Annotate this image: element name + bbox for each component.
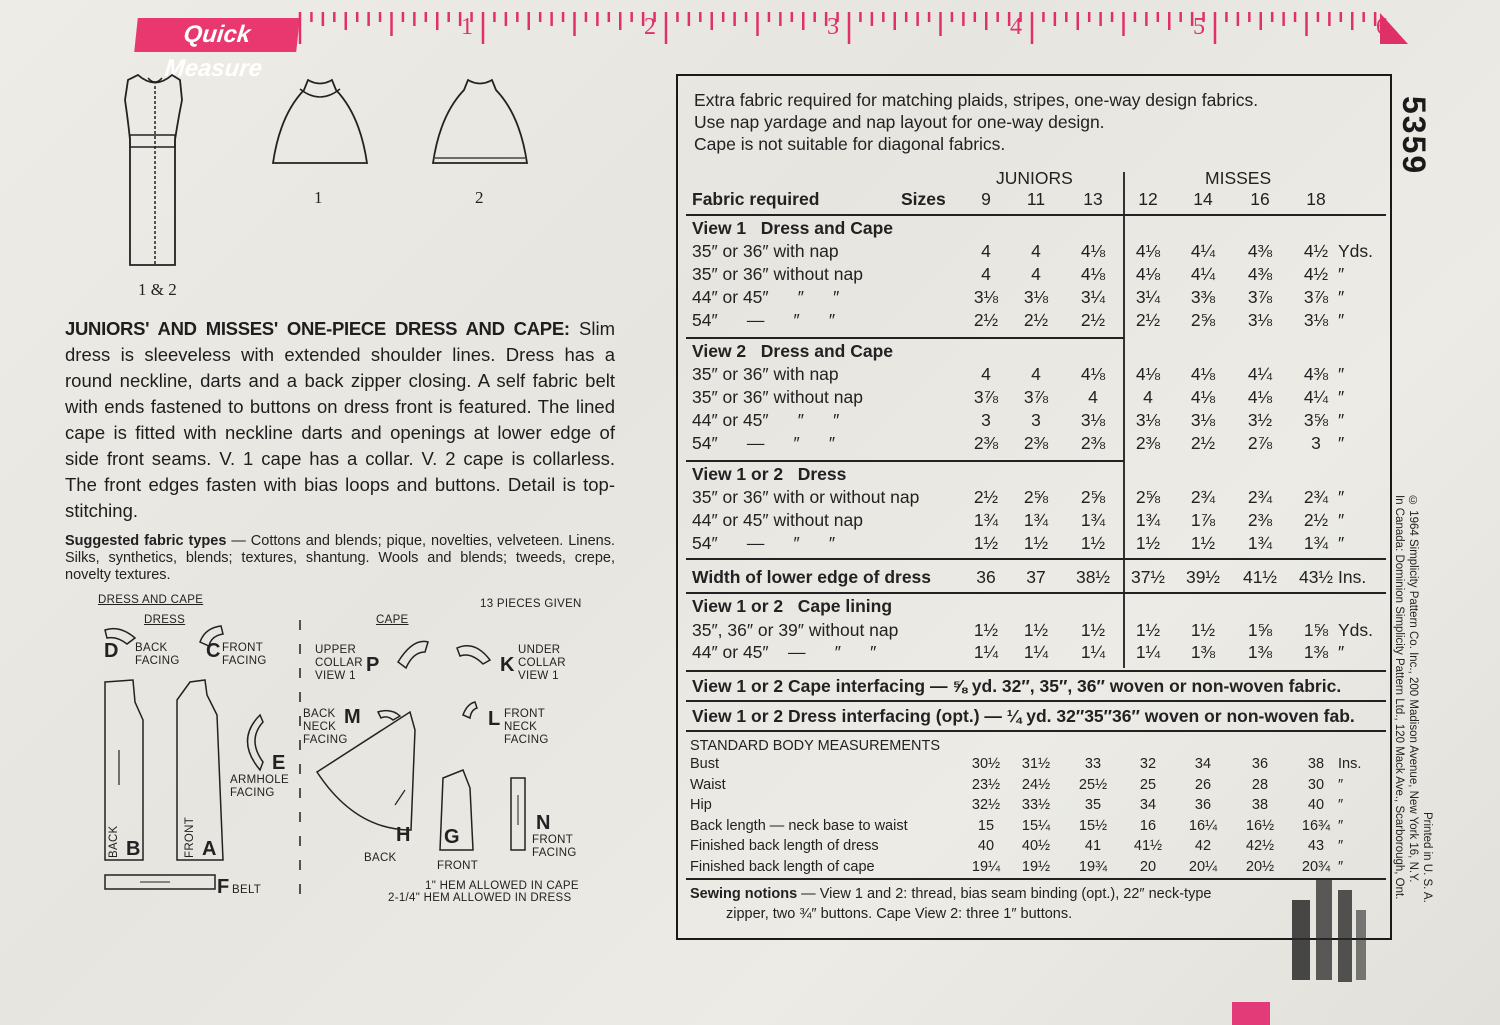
row-label: 44″ or 45″ without nap [692, 510, 863, 530]
table-cell: 4⅛ [1135, 264, 1161, 284]
table-cell: 2¾ [1303, 487, 1329, 507]
table-cell: 4¼ [1190, 241, 1216, 261]
unit-cell: ″ [1338, 817, 1344, 834]
table-cell: 31½ [1021, 756, 1051, 772]
piece-d-letter: D [104, 640, 119, 662]
unit-cell: ″ [1338, 287, 1345, 307]
cape-interfacing-text: View 1 or 2 Cape interfacing — ⅝ yd. 32″, 35″, 36″ woven or non-woven fabric. [692, 676, 1342, 696]
size-header-cell: 11 [1026, 189, 1046, 209]
table-cell: 1¾ [1135, 510, 1161, 530]
table-cell: 2⅜ [1023, 433, 1049, 453]
lining-row-label: 44″ or 45″ — ″ ″ [692, 642, 877, 662]
sizes-header: Sizes [901, 189, 946, 209]
table-cell: 43 [1307, 838, 1325, 854]
header-rule [686, 214, 1386, 216]
row-label: 44″ or 45″ ″ ″ [692, 410, 840, 430]
cape-interfacing [692, 676, 1341, 697]
table-cell: 4⅛ [1247, 387, 1273, 407]
table-cell: 40 [1307, 797, 1325, 813]
table-cell: 1½ [1135, 533, 1161, 553]
hem-note-dress: 2-1/4" HEM ALLOWED IN DRESS [388, 892, 572, 904]
table-cell: 36 [1251, 756, 1269, 772]
table-cell: 1¾ [1080, 510, 1106, 530]
table-cell: 38½ [1075, 567, 1111, 587]
unit-cell: ″ [1338, 310, 1345, 330]
table-cell: 3 [981, 410, 991, 430]
table-cell: 20 [1139, 858, 1157, 875]
unit-cell: ″ [1338, 487, 1345, 507]
cape-heading: CAPE [376, 614, 409, 626]
piece-m-letter: M [344, 706, 361, 728]
table-cell: 15 [977, 817, 995, 834]
unit-cell: Ins. [1338, 567, 1367, 587]
dress-sketch-label: 1 & 2 [138, 280, 177, 299]
measurement-label: Back length — neck base to waist [690, 817, 908, 834]
description-heading: JUNIORS' AND MISSES' ONE-PIECE DRESS AND CAPE: [65, 318, 570, 339]
table-cell: 4⅜ [1247, 241, 1273, 261]
table-cell: 36 [1194, 797, 1212, 813]
table-cell: 1⅞ [1190, 510, 1216, 530]
table-cell: 25 [1139, 776, 1157, 793]
table-cell: 32½ [971, 797, 1001, 813]
dress-sketch [120, 70, 190, 270]
size-header-cell: 9 [981, 189, 991, 209]
table-cell: 26 [1194, 776, 1212, 793]
table-cell: 3⅛ [973, 287, 999, 307]
table-cell: 4¼ [1247, 364, 1273, 384]
row-label: 54″ — ″ ″ [692, 533, 836, 553]
piece-n-name: FRONT FACING [532, 834, 577, 859]
table-cell: 4 [1031, 364, 1041, 384]
table-cell: 20½ [1245, 858, 1275, 875]
table-cell: 19½ [1021, 858, 1051, 875]
table-cell: 2¾ [1190, 487, 1216, 507]
measurement-label: Waist [690, 776, 726, 793]
pieces-given: 13 PIECES GIVEN [480, 598, 582, 610]
table-cell: 2⅝ [1135, 487, 1161, 507]
measurement-label: Finished back length of cape [690, 858, 875, 875]
unit-cell: ″ [1338, 642, 1345, 662]
ruler-number: 6 [1376, 14, 1388, 40]
cape-view-1-sketch [270, 75, 370, 170]
piece-p-name: UPPER COLLAR VIEW 1 [315, 644, 363, 682]
table-cell: 32 [1139, 756, 1157, 772]
piece-e-name: ARMHOLE FACING [230, 774, 289, 799]
sewing-notions-text-1: — View 1 and 2: thread, bias seam binding (opt.), 22″ neck-type [801, 886, 1212, 902]
table-cell: 1⅝ [1247, 620, 1273, 640]
ruler-number: 3 [827, 14, 839, 40]
row-label: 35″ or 36″ with nap [692, 241, 839, 261]
table-cell: 4¼ [1303, 387, 1329, 407]
table-cell: 19¾ [1078, 858, 1108, 875]
table-cell: 3⅛ [1023, 287, 1049, 307]
table-cell: 1¼ [1023, 642, 1049, 662]
unit-cell: ″ [1338, 533, 1345, 553]
table-cell: 37½ [1130, 567, 1166, 587]
table-cell: 4 [1143, 387, 1153, 407]
table-cell: 4 [981, 241, 991, 261]
yardage-table [676, 74, 1392, 940]
unit-cell: ″ [1338, 776, 1344, 793]
dress-interfacing [692, 706, 1355, 727]
section-title: View 1 or 2 Dress [692, 464, 847, 484]
fabric-types-heading: Suggested fabric types [65, 533, 227, 549]
table-cell: 1½ [973, 620, 999, 640]
width-rule-top [686, 558, 1386, 560]
table-cell: 1¼ [1135, 642, 1161, 662]
table-cell: 2¾ [1247, 487, 1273, 507]
table-cell: 1⅜ [1303, 642, 1329, 662]
unit-cell: ″ [1338, 410, 1345, 430]
dress-and-cape-heading: DRESS AND CAPE [98, 594, 204, 606]
piece-a-name: FRONT [184, 816, 196, 858]
copyright-line-1: © 1964 Simplicity Pattern Co. Inc., 200 Madison Avenue, New York 16, N.Y. [1407, 495, 1419, 883]
table-cell: 42½ [1245, 838, 1275, 854]
table-cell: 34 [1194, 756, 1212, 772]
table-cell: 41½ [1133, 838, 1163, 854]
table-cell: 38 [1307, 756, 1325, 772]
table-cell: 3½ [1247, 410, 1273, 430]
dress-interfacing-text: View 1 or 2 Dress interfacing (opt.) — ¼ yd. 32″35″36″ woven or non-woven fab. [692, 706, 1355, 726]
piece-f-name: BELT [232, 884, 262, 896]
table-cell: 1¾ [1247, 533, 1273, 553]
table-cell: 3⅝ [1303, 410, 1329, 430]
printed-in [1420, 812, 1434, 952]
table-cell: 1⅜ [1190, 642, 1216, 662]
table-cell: 33 [1084, 756, 1102, 772]
table-cell: 2½ [1190, 433, 1216, 453]
ruler-ticks [290, 8, 1410, 48]
ruler-number: 5 [1193, 14, 1205, 40]
ruler-number: 2 [644, 14, 656, 40]
piece-h-letter: H [396, 824, 411, 846]
table-cell: 2½ [973, 487, 999, 507]
table-cell: 20¼ [1188, 858, 1218, 875]
ruler-number: 1 [461, 14, 473, 40]
table-cell: 1½ [1190, 620, 1216, 640]
table-cell: 38 [1251, 797, 1269, 813]
table-cell: 4¼ [1190, 264, 1216, 284]
cape-interfacing-rule [686, 700, 1386, 702]
juniors-header: JUNIORS [996, 168, 1073, 188]
table-cell: 4⅜ [1303, 364, 1329, 384]
row-label: 35″ or 36″ with nap [692, 364, 839, 384]
row-label: 35″ or 36″ without nap [692, 387, 863, 407]
table-cell: 42 [1194, 838, 1212, 854]
dress-heading: DRESS [144, 614, 186, 626]
table-cell: 3⅞ [1303, 287, 1329, 307]
pattern-number: 5359 [1396, 96, 1432, 176]
table-cell: 2⅝ [1080, 487, 1106, 507]
table-cell: 41½ [1242, 567, 1278, 587]
table-cell: 3 [1031, 410, 1041, 430]
table-cell: 2½ [1023, 310, 1049, 330]
row-label: 35″ or 36″ without nap [692, 264, 863, 284]
price-stamp [1282, 860, 1374, 992]
table-cell: 1⅝ [1303, 620, 1329, 640]
note-line-2: Use nap yardage and nap layout for one-way design. [694, 112, 1105, 132]
measurements-rule [686, 878, 1386, 880]
cape-1-label: 1 [314, 188, 323, 207]
table-cell: 20¾ [1301, 858, 1331, 875]
table-cell: 4 [981, 264, 991, 284]
table-cell: 3⅞ [1247, 287, 1273, 307]
dress-interfacing-rule [686, 730, 1386, 732]
table-cell: 3⅛ [1080, 410, 1106, 430]
table-cell: 30½ [971, 756, 1001, 772]
table-cell: 4 [1031, 241, 1041, 261]
table-cell: 1¾ [973, 510, 999, 530]
table-cell: 4⅛ [1190, 387, 1216, 407]
table-cell: 2⅜ [1080, 433, 1106, 453]
table-cell: 4 [981, 364, 991, 384]
unit-cell: ″ [1338, 858, 1344, 875]
table-cell: 3¼ [1135, 287, 1161, 307]
piece-b-name: BACK [108, 825, 120, 858]
table-cell: 2⅞ [1247, 433, 1273, 453]
table-cell: 3⅛ [1247, 310, 1273, 330]
piece-h-name: BACK [364, 852, 397, 864]
piece-g-letter: G [444, 826, 460, 848]
piece-m-name: BACK NECK FACING [303, 708, 348, 746]
table-cell: 1½ [1023, 533, 1049, 553]
table-cell: 4⅛ [1080, 364, 1106, 384]
lining-rule [686, 670, 1386, 672]
table-cell: 3⅛ [1135, 410, 1161, 430]
lining-title: View 1 or 2 Cape lining [692, 596, 893, 616]
printed-in-text: Printed in U. S. A. [1421, 812, 1433, 903]
table-cell: 4 [1031, 264, 1041, 284]
section-title: View 2 Dress and Cape [692, 341, 894, 361]
piece-f-letter: F [217, 876, 230, 898]
table-cell: 16¼ [1188, 817, 1218, 834]
measurement-label: Hip [690, 797, 712, 813]
piece-l-letter: L [488, 708, 501, 730]
table-cell: 28 [1251, 776, 1269, 793]
piece-k-letter: K [500, 654, 515, 676]
table-cell: 2½ [1135, 310, 1161, 330]
copyright-block [1392, 495, 1420, 935]
size-header-cell: 16 [1250, 189, 1270, 209]
table-cell: 1¾ [1303, 533, 1329, 553]
table-cell: 37 [1026, 567, 1046, 587]
table-cell: 34 [1139, 797, 1157, 813]
pink-tab-marker [1232, 1002, 1270, 1025]
table-cell: 1½ [1080, 533, 1106, 553]
table-cell: 3 [1311, 433, 1321, 453]
table-cell: 1¼ [1080, 642, 1106, 662]
table-cell: 2½ [973, 310, 999, 330]
piece-a-letter: A [202, 838, 217, 860]
table-cell: 2½ [1080, 310, 1106, 330]
table-cell: 35 [1084, 797, 1102, 813]
table-cell: 1⅜ [1247, 642, 1273, 662]
unit-cell: ″ [1338, 364, 1345, 384]
piece-n-letter: N [536, 812, 551, 834]
unit-cell: ″ [1338, 797, 1344, 813]
table-cell: 3⅜ [1190, 287, 1216, 307]
unit-cell: ″ [1338, 433, 1345, 453]
table-cell: 40½ [1021, 838, 1051, 854]
quick-measure-label: Quick Measure [134, 18, 300, 52]
note-line-1: Extra fabric required for matching plaids, stripes, one-way design fabrics. [694, 90, 1259, 110]
cape-view-2-sketch [430, 75, 530, 170]
size-header-cell: 12 [1138, 189, 1158, 209]
row-label: 35″ or 36″ with or without nap [692, 487, 920, 507]
piece-l-name: FRONT NECK FACING [504, 708, 549, 746]
suggested-fabric-types [65, 533, 615, 584]
ruler-number: 4 [1010, 14, 1022, 40]
table-cell: 1½ [1190, 533, 1216, 553]
table-cell: 16 [1139, 817, 1157, 834]
row-label: 44″ or 45″ ″ ″ [692, 287, 840, 307]
section-rule [686, 460, 1124, 462]
unit-cell: ″ [1338, 838, 1344, 854]
table-cell: 2⅝ [1190, 310, 1216, 330]
table-cell: 4⅛ [1080, 241, 1106, 261]
piece-c-letter: C [206, 640, 221, 662]
table-cell: 1¾ [1023, 510, 1049, 530]
table-cell: 3⅛ [1190, 410, 1216, 430]
table-cell: 15¼ [1021, 817, 1051, 834]
table-cell: 15½ [1078, 817, 1108, 834]
fabric-required-header: Fabric required [692, 189, 820, 209]
unit-cell: ″ [1338, 264, 1345, 284]
lining-row-label: 35″, 36″ or 39″ without nap [692, 620, 899, 640]
description-body: Slim dress is sleeveless with extended shoulder lines. Dress has a round neckline, darts and a back zipper closing. A self fabric belt with ends fastened to buttons on dress front is featured. The lined cape is fitted with neckline darts and openings at lower edge of side front seams. V. 1 cape has a collar. V. 2 cape is collarless. The front edges fasten with bias loops and buttons. Detail is top-stitching. [65, 318, 616, 521]
table-cell: 40 [977, 838, 995, 854]
unit-cell: Ins. [1338, 756, 1362, 772]
table-cell: 4 [1088, 387, 1098, 407]
sewing-notions-line-1 [690, 886, 1211, 902]
piece-d-name: BACK FACING [135, 642, 180, 667]
copyright-line-2: In Canada: Dominion Simplicity Pattern Ltd., 120 Mack Ave., Scarborough, Ont. [1393, 495, 1405, 900]
piece-p-letter: P [366, 654, 380, 676]
size-header-cell: 13 [1083, 189, 1103, 209]
table-cell: 2⅜ [973, 433, 999, 453]
table-cell: 39½ [1185, 567, 1221, 587]
cape-2-label: 2 [475, 188, 484, 207]
piece-b-letter: B [126, 838, 141, 860]
table-cell: 4⅜ [1247, 264, 1273, 284]
table-cell: 23½ [971, 776, 1001, 793]
table-cell: 2⅝ [1023, 487, 1049, 507]
table-cell: 1½ [1023, 620, 1049, 640]
size-header-cell: 18 [1306, 189, 1326, 209]
table-cell: 16½ [1245, 817, 1275, 834]
table-cell: 2⅜ [1135, 433, 1161, 453]
unit-cell: Yds. [1338, 620, 1374, 640]
table-cell: 36 [976, 567, 996, 587]
measurement-label: Finished back length of dress [690, 838, 879, 854]
table-cell: 43½ [1298, 567, 1334, 587]
piece-e-letter: E [272, 752, 286, 774]
table-cell: 30 [1307, 776, 1325, 793]
table-cell: 4⅛ [1135, 364, 1161, 384]
measurement-label: Bust [690, 756, 720, 772]
piece-g-name: FRONT [437, 860, 479, 872]
table-cell: 24½ [1021, 776, 1051, 793]
table-cell: 4⅛ [1080, 264, 1106, 284]
table-cell: 2⅜ [1247, 510, 1273, 530]
table-cell: 4½ [1303, 264, 1329, 284]
sewing-notions-heading: Sewing notions [690, 886, 798, 902]
unit-cell: ″ [1338, 387, 1345, 407]
pattern-description [65, 316, 615, 524]
row-label: 54″ — ″ ″ [692, 433, 836, 453]
table-cell: 2½ [1303, 510, 1329, 530]
size-header-cell: 14 [1193, 189, 1213, 209]
table-cell: 4⅛ [1190, 364, 1216, 384]
table-cell: 19¼ [971, 858, 1001, 875]
width-row-label: Width of lower edge of dress [692, 567, 932, 587]
table-cell: 1½ [1080, 620, 1106, 640]
table-cell: 33½ [1021, 797, 1051, 813]
table-cell: 3⅛ [1303, 310, 1329, 330]
measurements-title: STANDARD BODY MEASUREMENTS [690, 738, 941, 754]
table-cell: 3⅞ [973, 387, 999, 407]
hem-note-cape: 1" HEM ALLOWED IN CAPE [425, 880, 579, 892]
sewing-notions-line-2: zipper, two ¾″ buttons. Cape View 2: three 1″ buttons. [726, 906, 1073, 922]
unit-cell: Yds. [1338, 241, 1374, 261]
piece-k-name: UNDER COLLAR VIEW 1 [518, 644, 566, 682]
piece-c-name: FRONT FACING [222, 642, 267, 667]
row-label: 54″ — ″ ″ [692, 310, 836, 330]
table-cell: 4½ [1303, 241, 1329, 261]
table-cell: 25½ [1078, 776, 1108, 793]
section-rule [686, 337, 1124, 339]
section-title: View 1 Dress and Cape [692, 218, 894, 238]
table-cell: 3¼ [1080, 287, 1106, 307]
table-cell: 1½ [973, 533, 999, 553]
table-cell: 1¼ [973, 642, 999, 662]
fabric-types-body: — Cottons and blends; pique, novelties, velveteen. Linens. Silks, synthetics, blends; textures, shantung. Wools and blends; tweeds, crepe, novelty textures. [65, 533, 616, 583]
table-cell: 41 [1084, 838, 1102, 854]
table-cell: 16¾ [1301, 817, 1331, 834]
table-cell: 1½ [1135, 620, 1161, 640]
unit-cell: ″ [1338, 510, 1345, 530]
misses-header: MISSES [1205, 168, 1272, 188]
table-cell: 3⅞ [1023, 387, 1049, 407]
table-cell: 4⅛ [1135, 241, 1161, 261]
width-rule-bottom [686, 592, 1386, 594]
note-line-3: Cape is not suitable for diagonal fabrics. [694, 134, 1006, 154]
